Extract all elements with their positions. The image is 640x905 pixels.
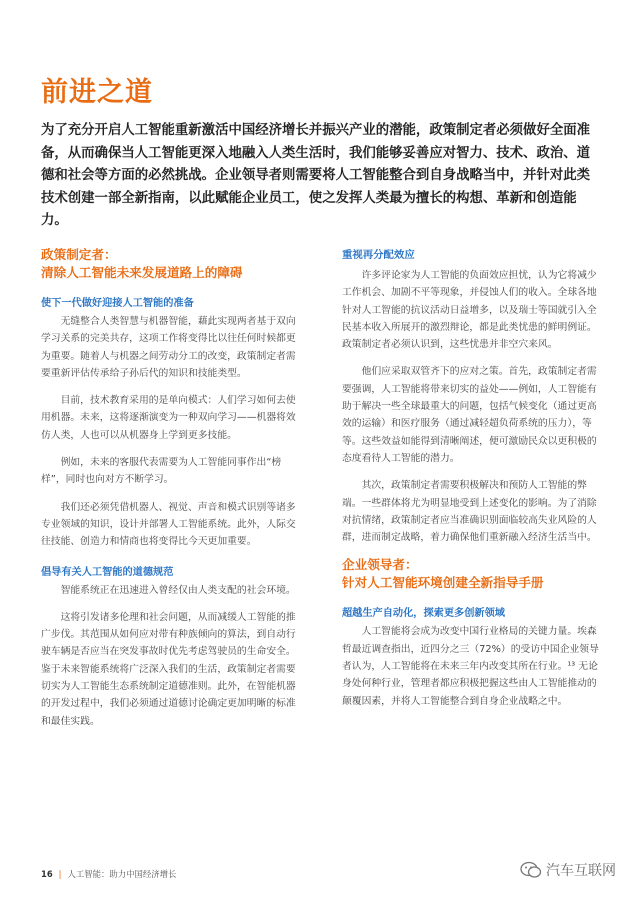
section-title-policy: 政策制定者： <box>41 247 117 262</box>
page-footer <box>41 868 176 880</box>
watermark <box>520 860 616 880</box>
section-subtitle-policy: 清除人工智能未来发展道路上的障碍 <box>41 265 243 280</box>
subheading-ethics: 倡导有关人工智能的道德规范 <box>41 566 174 578</box>
paragraph: 他们应采取双管齐下的应对之策。首先，政策制定者需要强调，人工智能将带来切实的益处——例如，人工智能有助于解决一些全球最重大的问题，包括气候变化（通过更高效的运输）和医疗服务（通过减轻超负荷系统的压力），等等。这些效益如能得到清晰阐述，便可激励民众以更积极的态度看待人工智能的潜力。 <box>342 366 597 464</box>
section-title-business: 企业领导者： <box>342 557 418 573</box>
paragraph: 这将引发诸多伦理和社会问题，从而减缓人工智能的推广步伐。其范围从如何应对带有种族倾向的算法，到自动行驶车辆是否应当在突发事故时优先考虑驾驶员的生命安全。鉴于未来智能系统将广泛深入我们的生活，政策制定者需要切实为人工智能生态系统制定道德准则。此外，在智能机器的开发过程中，我们必须通过道德讨论确定更加明晰的标准和最佳实践。 <box>41 611 296 727</box>
footer-text: 人工智能：助力中国经济增长 <box>67 869 177 879</box>
paragraph: 智能系统正在迅速进入曾经仅由人类支配的社会环境。 <box>60 584 296 596</box>
paragraph: 人工智能将会成为改变中国行业格局的关键力量。埃森哲最近调查指出，近四分之三（72%）的受访中国企业领导者认为，人工智能将在未来三年内改变其所在行业。¹³ 无论身处何种行业，管理者都应积极把握这些由人工智能推动的颠覆因素，并将人工智能整合到自身企业战略之中。 <box>342 626 599 707</box>
subheading-prepare: 使下一代做好迎接人工智能的准备 <box>41 298 194 309</box>
wechat-icon <box>520 861 542 879</box>
left-column <box>41 246 299 740</box>
footer-separator: | <box>58 869 62 879</box>
paragraph: 我们还必须凭借机器人、视觉、声音和模式识别等诸多专业领域的知识，设计并部署人工智能系统。此外，人际交往技能、创造力和情商也将变得比今天更加重要。 <box>41 501 296 548</box>
intro-paragraph: 为了充分开启人工智能重新激活中国经济增长并振兴产业的潜能，政策制定者必须做好全面准备，从而确保当人工智能更深入地融入人类生活时，我们能够妥善应对智力、技术、政治、道德和社会等方面的必然挑战。企业领导者则需要将人工智能整合到自身战略当中，并针对此类技术创建一部全新指南，以此赋能企业员工，使之发挥人类最为擅长的构想、革新和创造能力。 <box>41 123 591 228</box>
paragraph: 目前，技术教育采用的是单向模式：人们学习如何去使用机器。未来，这将逐渐演变为一种双向学习——机器将效仿人类，人也可以从机器身上学到更多技能。 <box>41 395 296 441</box>
paragraph: 例如，未来的客服代表需要为人工智能同事作出“榜样”，同时也向对方不断学习。 <box>41 457 282 486</box>
section-subtitle-business: 针对人工智能环境创建全新指导手册 <box>342 575 544 591</box>
right-column <box>342 246 604 720</box>
paragraph: 无缝整合人类智慧与机器智能，藉此实现两者基于双向学习关系的完美共存，这项工作将变得比以往任何时候都更为重要。随着人与机器之间劳动分工的改变，政策制定者需要重新评估传承给子孙后代的知识和技能类型。 <box>41 316 296 379</box>
page-title: 前进之道 <box>41 77 153 108</box>
watermark-text: 汽车互联网 <box>546 863 616 879</box>
subheading-innovation: 超越生产自动化，探索更多创新领域 <box>342 608 505 620</box>
paragraph: 许多评论家为人工智能的负面效应担忧，认为它将减少工作机会、加剧不平等现象，并侵蚀人们的收入。全球各地针对人工智能的抗议活动日益增多，以及瑞士等国就引入全民基本收入所展开的激烈辩论，都是此类忧患的鲜明例证。政策制定者必须认识到，这些忧患并非空穴来风。 <box>342 270 597 351</box>
subheading-redistribution: 重视再分配效应 <box>342 249 415 261</box>
paragraph: 其次，政策制定者需要积极解决和预防人工智能的弊端。一些群体将尤为明显地受到上述变化的影响。为了消除对抗情绪，政策制定者应当准确识别面临较高失业风险的人群，进而制定战略，着力确保他们重新融入经济生活当中。 <box>342 480 597 544</box>
page-number: 16 <box>41 869 53 879</box>
